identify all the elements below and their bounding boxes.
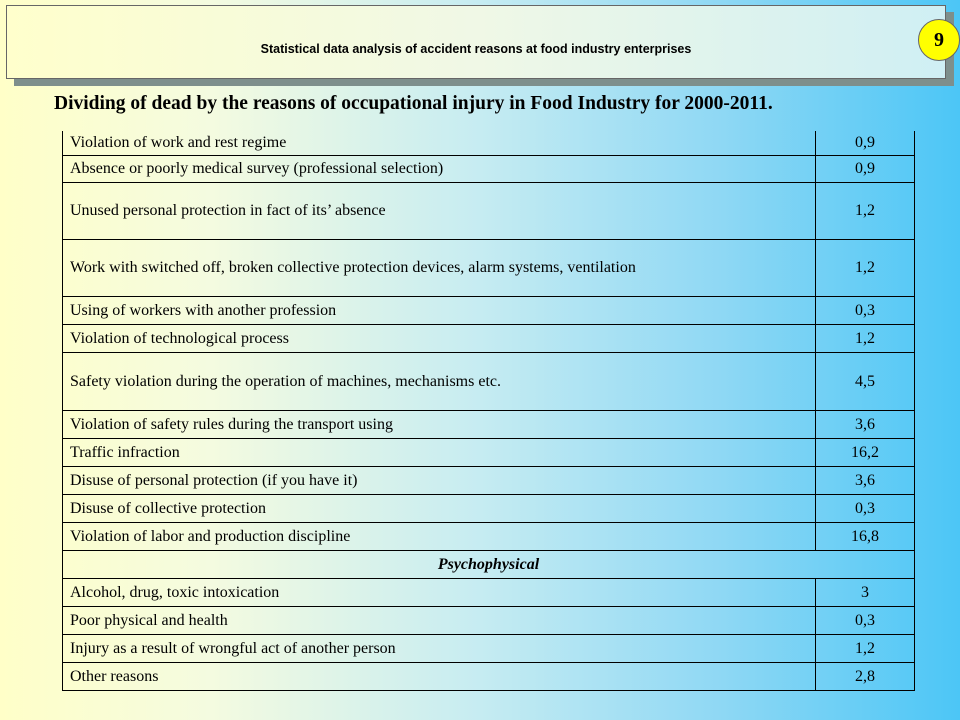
table-row: [63, 182, 915, 239]
value-cell: 0,9: [816, 131, 915, 155]
value-cell: 0,3: [816, 606, 915, 634]
reason-cell: Alcohol, drug, toxic intoxication: [63, 578, 816, 606]
value-cell: 16,2: [816, 438, 915, 466]
reason-cell: Injury as a result of wrongful act of another person: [63, 634, 816, 662]
header-title: Statistical data analysis of accident reasons at food industry enterprises: [260, 42, 692, 56]
reason-cell: Safety violation during the operation of machines, mechanisms etc.: [63, 352, 816, 410]
reason-cell: Using of workers with another profession: [63, 296, 816, 324]
value-cell: 16,8: [816, 522, 915, 550]
value-cell: 0,3: [816, 296, 915, 324]
value-cell: 0,3: [816, 494, 915, 522]
table-row: [63, 410, 915, 438]
reason-cell: Unused personal protection in fact of its’ absence: [63, 182, 816, 239]
reason-cell: Violation of technological process: [63, 324, 816, 352]
table-row: [63, 578, 915, 606]
value-cell: 3: [816, 578, 915, 606]
table-row: [63, 606, 915, 634]
table-row: [63, 466, 915, 494]
reason-cell: Violation of labor and production discipline: [63, 522, 816, 550]
table-row: [63, 296, 915, 324]
reason-cell: Violation of work and rest regime: [63, 131, 816, 155]
table-row: [63, 438, 915, 466]
table-row: [63, 662, 915, 690]
table-row: [63, 131, 915, 155]
section-row: [63, 550, 915, 578]
table-row: [63, 494, 915, 522]
table-row: [63, 634, 915, 662]
value-cell: 3,6: [816, 466, 915, 494]
value-cell: 4,5: [816, 352, 915, 410]
reason-cell: Poor physical and health: [63, 606, 816, 634]
table-row: [63, 352, 915, 410]
reason-cell: Work with switched off, broken collective protection devices, alarm systems, ventilation: [63, 239, 816, 296]
reasons-table: [62, 131, 915, 691]
reason-cell: Violation of safety rules during the transport using: [63, 410, 816, 438]
page-title: Dividing of dead by the reasons of occupational injury in Food Industry for 2000-2011.: [54, 93, 773, 114]
reason-cell: Disuse of collective protection: [63, 494, 816, 522]
value-cell: 3,6: [816, 410, 915, 438]
table-row: [63, 522, 915, 550]
value-cell: 0,9: [816, 155, 915, 182]
table-row: [63, 239, 915, 296]
table-row: [63, 324, 915, 352]
value-cell: 1,2: [816, 239, 915, 296]
section-header-psychophysical: Psychophysical: [63, 550, 915, 578]
value-cell: 1,2: [816, 634, 915, 662]
value-cell: 1,2: [816, 182, 915, 239]
slide-number-badge: 9: [918, 19, 960, 61]
reason-cell: Other reasons: [63, 662, 816, 690]
value-cell: 2,8: [816, 662, 915, 690]
table-row: [63, 155, 915, 182]
reason-cell: Traffic infraction: [63, 438, 816, 466]
reason-cell: Disuse of personal protection (if you have it): [63, 466, 816, 494]
value-cell: 1,2: [816, 324, 915, 352]
reason-cell: Absence or poorly medical survey (professional selection): [63, 155, 816, 182]
header-banner: [6, 5, 946, 79]
